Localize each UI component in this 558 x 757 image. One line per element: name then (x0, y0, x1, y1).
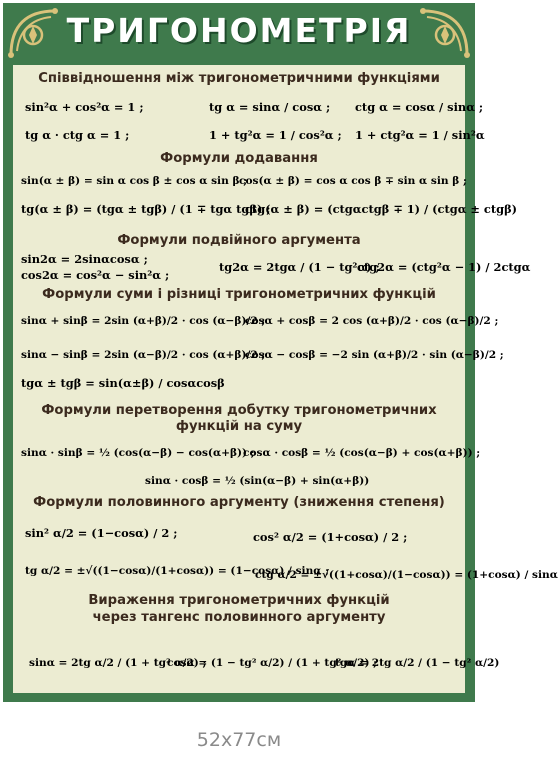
formula: tgα ± tgβ = sin(α±β) / cosαcosβ (21, 376, 225, 390)
formula: sinα + sinβ = 2sin (α+β)/2 · cos (α−β)/2 ; (21, 315, 266, 327)
section-heading-relations: Співвідношення між тригонометричними функціями (38, 71, 440, 86)
formula: cos2α = cos²α − sin²α ; (21, 268, 170, 282)
formula: cosα − cosβ = −2 sin (α+β)/2 · sin (α−β)/2 ; (245, 349, 504, 361)
formula: sinα − sinβ = 2sin (α−β)/2 · cos (α+β)/2 ; (21, 349, 266, 361)
section-heading-product-to-sum-line2: функцій на суму (175, 419, 303, 434)
formula: sin²α + cos²α = 1 ; (25, 100, 144, 114)
formula: ctg2α = (ctg²α − 1) / 2ctgα (357, 260, 531, 274)
size-label: 52х77см (196, 729, 282, 751)
formula: tgα = 2tg α/2 / (1 − tg² α/2) (335, 657, 500, 669)
poster (3, 3, 558, 702)
formula: cosα · cosβ = ½ (cos(α−β) + cos(α+β)) ; (243, 447, 481, 459)
formula: sinα · cosβ = ½ (sin(α−β) + sin(α+β)) (145, 475, 370, 487)
formula-panel (13, 65, 558, 693)
formula: ctg α/2 = ±√((1+cosα)/(1−cosα)) = (1+cosα) / sinα (255, 569, 558, 581)
formula: sin² α/2 = (1−cosα) / 2 ; (25, 526, 178, 540)
formula: cosα + cosβ = 2 cos (α+β)/2 · cos (α−β)/2 ; (245, 315, 499, 327)
formula: ctg α = cosα / sinα ; (355, 100, 484, 114)
formula: ctg(α ± β) = (ctgαctgβ ∓ 1) / (ctgα ± ctgβ) (245, 202, 518, 216)
formula: cosα = (1 − tg² α/2) / (1 + tg² α/2) ; (167, 657, 378, 669)
section-heading-double-angle: Формули подвійного аргумента (117, 233, 361, 248)
section-heading-product-to-sum-line1: Формули перетворення добутку тригонометричних (41, 403, 437, 418)
formula: sin(α ± β) = sin α cos β ± cos α sin β ; (21, 175, 248, 187)
formula: 1 + tg²α = 1 / cos²α ; (209, 128, 342, 142)
page-title: ТРИГОНОМЕТРІЯ (66, 11, 412, 50)
formula: tg2α = 2tgα / (1 − tg²α) ; (219, 260, 380, 274)
formula: cos² α/2 = (1+cosα) / 2 ; (253, 530, 408, 544)
formula: sinα = 2tg α/2 / (1 + tg² α/2) ; (29, 657, 207, 669)
section-heading-sum-difference: Формули суми і різниці тригонометричних функцій (42, 287, 436, 302)
formula: tg α = sinα / cosα ; (209, 100, 331, 114)
formula: cos(α ± β) = cos α cos β ∓ sin α sin β ; (239, 175, 467, 187)
section-heading-half-tangent-line2: через тангенс половинного аргументу (92, 610, 386, 625)
formula: tg α/2 = ±√((1−cosα)/(1+cosα)) = (1−cosα) / sinα ; (25, 565, 330, 577)
section-heading-addition: Формули додавання (160, 151, 318, 166)
formula: 1 + ctg²α = 1 / sin²α (355, 128, 485, 142)
formula: tg(α ± β) = (tgα ± tgβ) / (1 ∓ tgα tgβ) ; (21, 202, 271, 216)
section-heading-half-angle: Формули половинного аргументу (зниження степеня) (33, 495, 445, 510)
section-heading-half-tangent-line1: Вираження тригонометричних функцій (88, 593, 390, 608)
formula: tg α · ctg α = 1 ; (25, 128, 130, 142)
formula: sinα · sinβ = ½ (cos(α−β) − cos(α+β)) ; (21, 447, 255, 459)
formula: sin2α = 2sinαcosα ; (21, 252, 148, 266)
